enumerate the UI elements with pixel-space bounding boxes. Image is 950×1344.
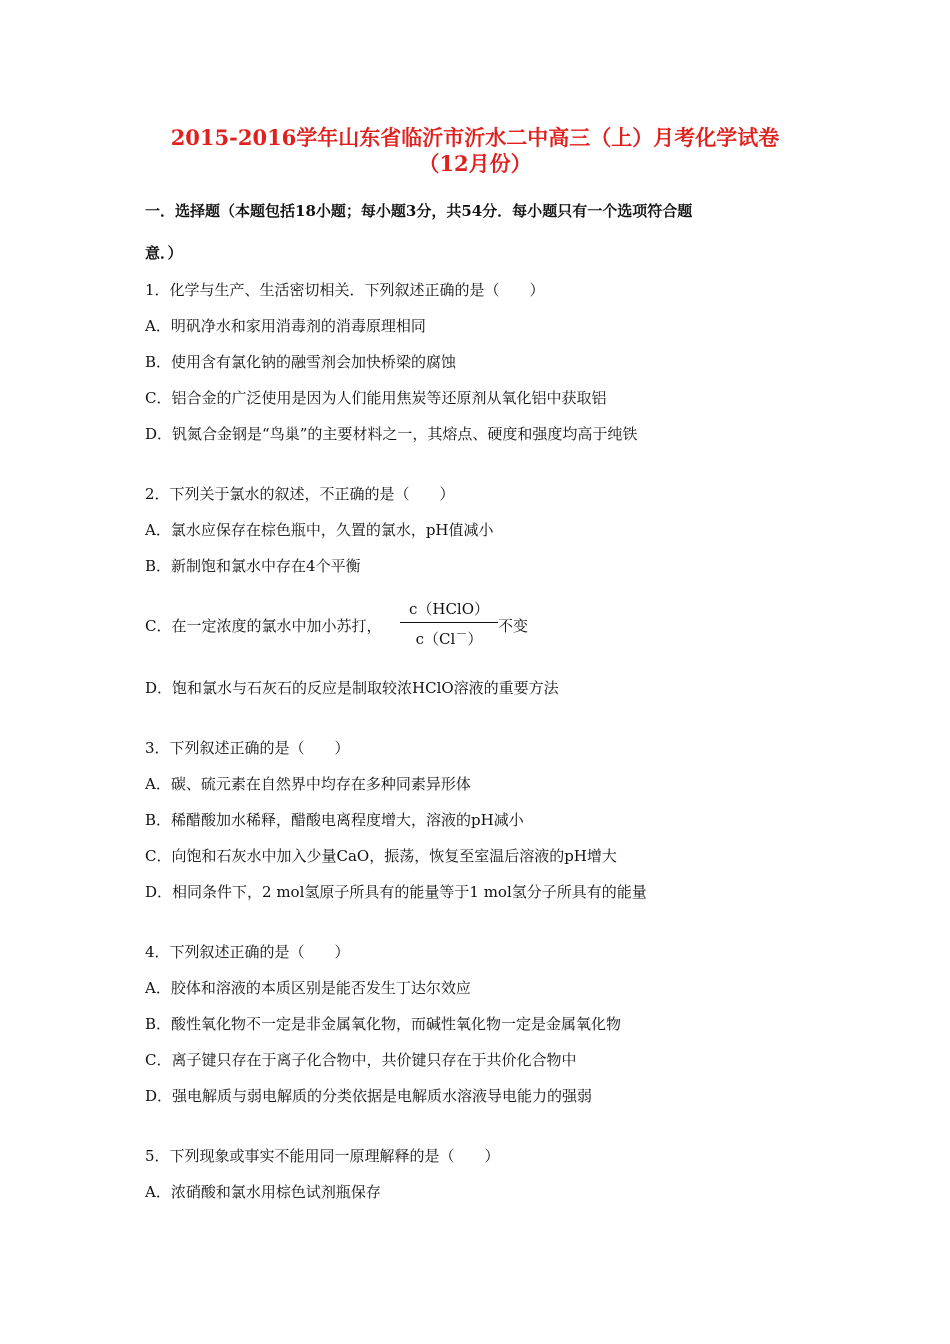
denominator-close: ） <box>467 630 483 648</box>
section-heading: 一．选择题（本题包括18小题；每小题3分，共54分．每小题只有一个选项符合题 <box>145 202 693 220</box>
question-4-option-a: A．胶体和溶液的本质区别是能否发生丁达尔效应 <box>145 979 471 997</box>
question-3-option-c: C．向饱和石灰水中加入少量CaO，振荡，恢复至室温后溶液的pH增大 <box>145 847 617 865</box>
section-heading-cont: 意．） <box>145 244 183 262</box>
question-2-stem: 2．下列关于氯水的叙述，不正确的是（ ） <box>145 485 455 503</box>
exam-title: 2015-2016学年山东省临沂市沂水二中高三（上）月考化学试卷 <box>170 125 780 150</box>
question-4-option-c: C．离子键只存在于离子化合物中，共价键只存在于共价化合物中 <box>145 1051 577 1069</box>
question-4-option-b: B．酸性氧化物不一定是非金属氧化物，而碱性氧化物一定是金属氧化物 <box>145 1015 622 1033</box>
question-2-option-d: D．饱和氯水与石灰石的反应是制取较浓HClO溶液的重要方法 <box>145 679 559 697</box>
fraction-numerator: c（HClO） <box>408 600 490 618</box>
question-2-option-b: B．新制饱和氯水中存在4个平衡 <box>145 557 361 575</box>
question-4-option-d: D．强电解质与弱电解质的分类依据是电解质水溶液导电能力的强弱 <box>145 1087 593 1105</box>
question-1-option-d: D．钒氮合金钢是“鸟巢”的主要材料之一，其熔点、硬度和强度均高于纯铁 <box>145 425 638 443</box>
denominator-charge: － <box>455 627 468 641</box>
question-2-option-c-suffix: 不变 <box>498 617 529 635</box>
question-2-option-a: A．氯水应保存在棕色瓶中，久置的氯水，pH值减小 <box>145 521 494 539</box>
question-4-stem: 4．下列叙述正确的是（ ） <box>145 943 350 961</box>
fraction-denominator <box>400 628 498 649</box>
question-3-option-b: B．稀醋酸加水稀释，醋酸电离程度增大，溶液的pH减小 <box>145 811 524 829</box>
question-5-option-a: A．浓硝酸和氯水用棕色试剂瓶保存 <box>145 1183 381 1201</box>
question-3-option-d: D．相同条件下，2 mol氢原子所具有的能量等于1 mol氢分子所具有的能量 <box>145 883 647 901</box>
exam-title-subline: （12月份） <box>418 151 532 176</box>
fraction-bar <box>400 622 498 623</box>
question-1-option-b: B．使用含有氯化钠的融雪剂会加快桥梁的腐蚀 <box>145 353 457 371</box>
question-3-stem: 3．下列叙述正确的是（ ） <box>145 739 350 757</box>
question-2-option-c: C．在一定浓度的氯水中加小苏打， <box>145 617 382 635</box>
question-1-option-c: C．铝合金的广泛使用是因为人们能用焦炭等还原剂从氧化铝中获取铝 <box>145 389 607 407</box>
question-1-option-a: A．明矾净水和家用消毒剂的消毒原理相同 <box>145 317 426 335</box>
question-5-stem: 5．下列现象或事实不能用同一原理解释的是（ ） <box>145 1147 500 1165</box>
denominator-text: c（Cl <box>415 630 456 648</box>
question-1-stem: 1．化学与生产、生活密切相关．下列叙述正确的是（ ） <box>145 281 545 299</box>
question-3-option-a: A．碳、硫元素在自然界中均存在多种同素异形体 <box>145 775 471 793</box>
